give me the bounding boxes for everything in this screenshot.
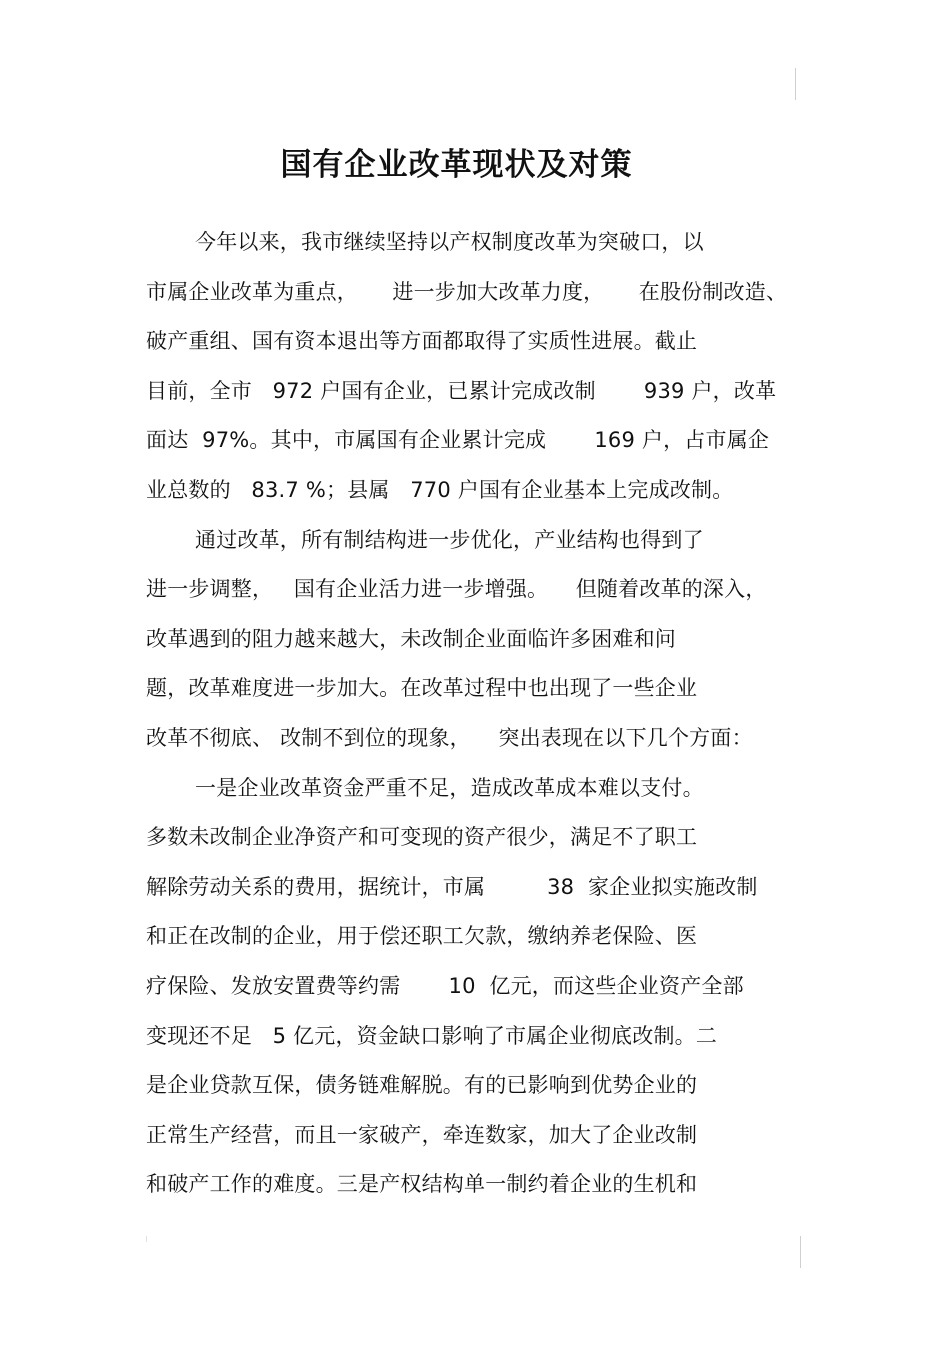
text-line: 今年以来，我市继续坚持以产权制度改革为突破口，以	[195, 230, 704, 254]
text-line: 改革不彻底、 改制不到位的现象， 突出表现在以下几个方面：	[146, 725, 753, 750]
text-line: 改革遇到的阻力越来越大，未改制企业面临许多困难和问	[146, 626, 676, 651]
text-line: 进一步调整， 国有企业活力进一步增强。 但随着改革的深入，	[146, 577, 767, 602]
text-line: 业总数的 83.7 %；县属 770 户国有企业基本上完成改制。	[146, 477, 734, 502]
text-line: 变现还不足 5 亿元，资金缺口影响了市属企业彻底改制。二	[146, 1023, 718, 1048]
text-line: 和正在改制的企业，用于偿还职工欠款，缴纳养老保险、医	[146, 924, 698, 949]
page-corner-mark	[800, 1236, 801, 1268]
text-line: 一是企业改革资金严重不足，造成改革成本难以支付。	[195, 775, 704, 800]
text-line: 市属企业改革为重点， 进一步加大改革力度， 在股份制改造、	[146, 279, 788, 304]
document-title: 国有企业改革现状及对策	[280, 146, 633, 183]
text-line: 正常生产经营，而且一家破产，牵连数家，加大了企业改制	[146, 1122, 698, 1147]
text-line: 解除劳动关系的费用，据统计，市属 38 家企业拟实施改制	[146, 874, 758, 899]
text-line: 疗保险、发放安置费等约需 10 亿元，而这些企业资产全部	[146, 973, 744, 998]
page-corner-mark	[146, 1236, 147, 1242]
text-line: 多数未改制企业净资产和可变现的资产很少，满足不了职工	[146, 825, 698, 850]
text-line: 破产重组、国有资本退出等方面都取得了实质性进展。截止	[146, 329, 698, 354]
text-line: 和破产工作的难度。三是产权结构单一制约着企业的生机和	[146, 1172, 698, 1197]
text-line: 是企业贷款互保，债务链难解脱。有的已影响到优势企业的	[146, 1073, 698, 1098]
text-line: 面达 97%。其中，市属国有企业累计完成 169 户，占市属企	[146, 428, 770, 453]
text-line: 通过改革，所有制结构进一步优化，产业结构也得到了	[195, 527, 704, 552]
text-line: 目前，全市 972 户国有企业，已累计完成改制 939 户，改革	[146, 378, 777, 403]
text-line: 题，改革难度进一步加大。在改革过程中也出现了一些企业	[146, 676, 698, 701]
document-body	[146, 222, 806, 1214]
page-corner-mark	[795, 68, 796, 100]
